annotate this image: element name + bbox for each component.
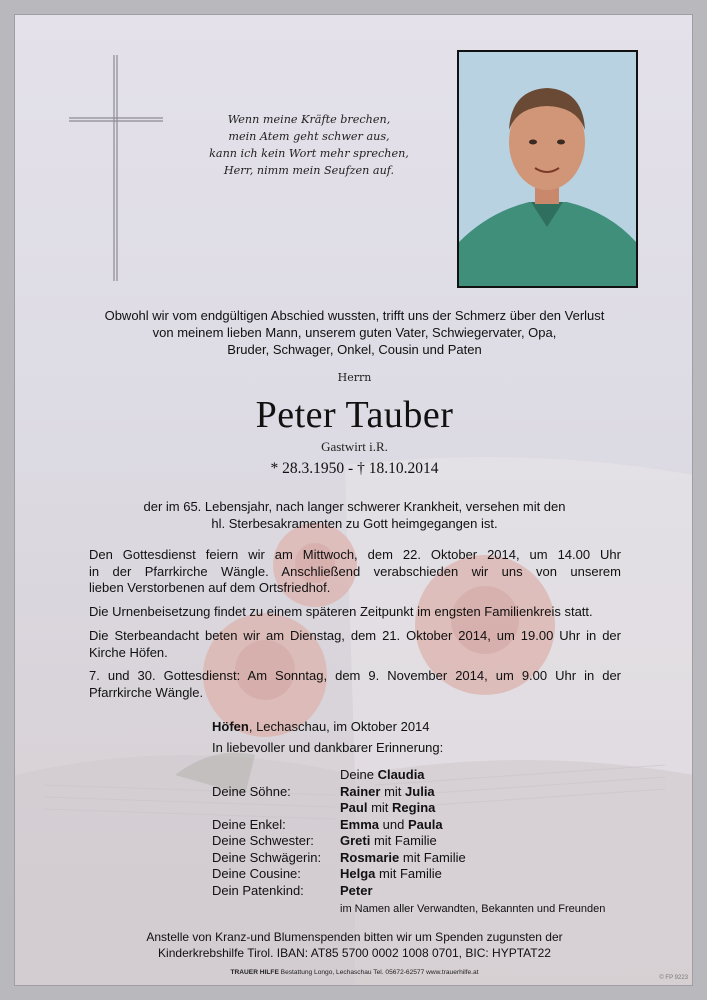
passing-line: hl. Sterbesakramenten zu Gott heimgegangen ist. [211,516,498,531]
intro-text [45,307,664,358]
occupation: Gastwirt i.R. [321,439,388,454]
deceased-name: Peter Tauber [255,394,454,436]
place-rest: , Lechaschau, im Oktober 2014 [248,719,430,734]
member: Rosmarie mit Familie [340,849,466,865]
member: Rainer mit Julia [340,783,435,799]
service-line: lieben Verstorbenen auf dem Ortsfriedhof. [89,580,331,596]
vigil-paragraph [89,628,621,661]
verse-line: Wenn meine Kräfte brechen, [227,113,391,126]
member: Greti mit Familie [340,833,437,848]
life-dates: * 28.3.1950 - † 18.10.2014 [270,460,439,477]
service-line: Den Gottesdienst feiern wir am Mittwoch, dem 22. Oktober 2014, um 14.00 Uhr [89,547,621,562]
relation-label: Deine Enkel: [212,816,286,832]
relation-label: Dein Patenkind: [212,882,304,898]
relation-label: Deine Schwägerin: [212,849,322,865]
verse-line: mein Atem geht schwer aus, [228,130,390,143]
service-paragraph [89,547,621,597]
member: Deine Claudia [340,767,425,782]
member: Paul mit Regina [340,800,436,815]
urn-line: Die Urnenbeisetzung findet zu einem späteren Zeitpunkt im engsten Familienkreis statt. [89,604,593,619]
verse-line: kann ich kein Wort mehr sprechen, [209,147,409,160]
memory-line: In liebevoller und dankbarer Erinnerung: [212,740,444,755]
relation-label: Deine Cousine: [212,866,301,881]
memorial-paragraph [89,668,621,701]
salutation: Herrn [337,371,372,384]
place-name: Höfen [212,719,249,734]
vigil-line: Kirche Höfen. [89,644,168,660]
cross-icon [69,55,163,281]
parte-card [14,14,693,986]
intro-line: von meinem lieben Mann, unserem guten Vater, Schwiegervater, Opa, [152,325,557,340]
donation-line: Anstelle von Kranz-und Blumenspenden bitten wir um Spenden zugunsten der [146,930,563,944]
intro-line: Obwohl wir vom endgültigen Abschied wussten, trifft uns der Schmerz über den Verlust [104,308,605,323]
print-code: © FP 9223 [659,975,688,981]
memorial-line: Pfarrkirche Wängle. [89,684,204,700]
memorial-line: 7. und 30. Gottesdienst: Am Sonntag, dem 9. November 2014, um 9.00 Uhr in der [89,668,621,683]
all-relatives: im Namen aller Verwandten, Bekannten und Freunden [340,903,606,915]
member: Emma und Paula [340,816,443,832]
passing-text [45,498,664,532]
footer-brand: TRAUER HILFE [230,969,279,976]
verse [205,111,413,179]
place-date [212,719,430,734]
donation-text [45,929,664,961]
member: Helga mit Familie [340,866,442,881]
vigil-line: Die Sterbeandacht beten wir am Dienstag, dem 21. Oktober 2014, um 19.00 Uhr in der [89,628,621,643]
footer-text: Bestattung Longo, Lechaschau Tel. 05672-62577 www.trauerhilfe.at [278,969,479,976]
urn-paragraph [89,604,621,621]
donation-line: Kinderkrebshilfe Tirol. IBAN: AT85 5700 0002 1008 0701, BIC: HYPTAT22 [158,946,551,960]
footer [15,969,693,976]
service-line: in der Pfarrkirche Wängle. Anschließend verabschieden wir uns von unserem [89,563,621,579]
member: Peter [340,882,373,898]
verse-line: Herr, nimm mein Seufzen auf. [223,164,395,177]
intro-line: Bruder, Schwager, Onkel, Cousin und Paten [227,342,482,357]
relation-label: Deine Schwester: [212,833,314,848]
passing-line: der im 65. Lebensjahr, nach langer schwerer Krankheit, versehen mit den [143,499,566,514]
relation-label: Deine Söhne: [212,783,291,799]
portrait-photo [457,50,638,288]
